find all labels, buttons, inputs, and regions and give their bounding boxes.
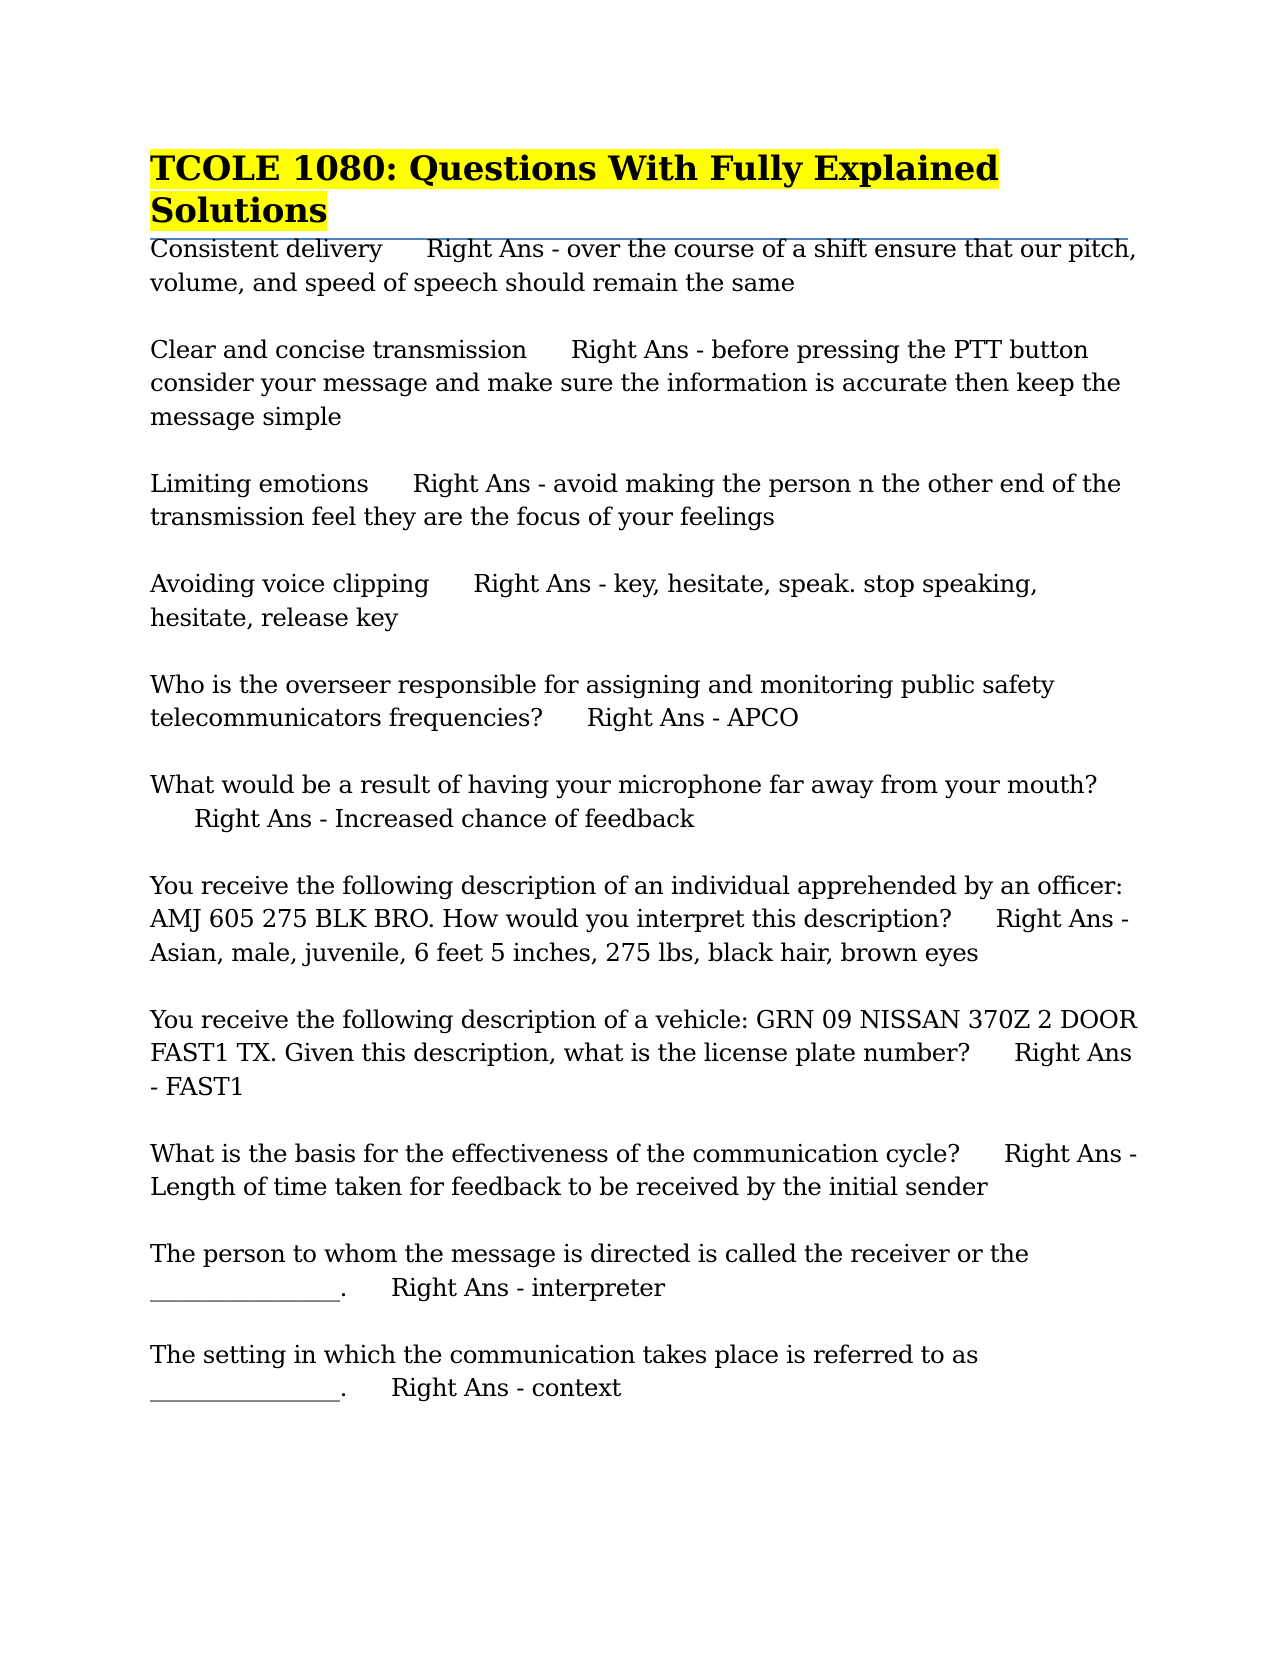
question-text: The person to whom the message is directed is called the receiver or the ________________. (150, 1239, 1029, 1302)
qa-item (150, 567, 1140, 634)
answer-text: Right Ans - Increased chance of feedback (194, 803, 694, 833)
qa-item (150, 467, 1140, 534)
qa-item (150, 1003, 1140, 1104)
answer-text: Right Ans - APCO (586, 703, 799, 732)
document-title (150, 148, 1128, 232)
question-text: Who is the overseer responsible for assigning and monitoring public safety telecommunicators frequencies? (150, 669, 1055, 732)
answer-text: Right Ans - Asian, male, juvenile, 6 feet 5 inches, 275 lbs, black hair, brown eyes (150, 904, 1129, 967)
qa-item (150, 333, 1140, 434)
title-highlight: TCOLE 1080: Questions With Fully Explained Solutions (150, 149, 999, 231)
question-text: You receive the following description of a vehicle: GRN 09 NISSAN 370Z 2 DOOR FAST1 TX. Given this description, what is the license plate number? (150, 1004, 1137, 1067)
qa-item (150, 232, 1140, 299)
question-text: Avoiding voice clipping (150, 569, 430, 598)
question-text: What would be a result of having your microphone far away from your mouth? (150, 770, 1098, 799)
qa-item (150, 869, 1140, 970)
answer-text: Right Ans - key, hesitate, speak. stop speaking, hesitate, release key (150, 569, 1038, 632)
answer-text: Right Ans - avoid making the person n the other end of the transmission feel they are the focus of your feelings (150, 468, 1121, 531)
question-text: Clear and concise transmission (150, 334, 527, 364)
answer-text: Right Ans - context (391, 1373, 621, 1402)
answer-text: Right Ans - before pressing the PTT button consider your message and make sure the information is accurate then keep the message simple (150, 334, 1121, 431)
answer-text: Right Ans - Length of time taken for feedback to be received by the initial sender (150, 1138, 1137, 1201)
qa-list (150, 232, 1140, 1438)
answer-text: Right Ans - FAST1 (150, 1038, 1132, 1101)
title-block (150, 148, 1128, 240)
question-text: What is the basis for the effectiveness of the communication cycle? (150, 1138, 960, 1168)
answer-text: Right Ans - interpreter (391, 1272, 665, 1302)
question-text: Limiting emotions (150, 468, 369, 498)
question-text: Consistent delivery (150, 234, 383, 263)
answer-text: Right Ans - over the course of a shift ensure that our pitch, volume, and speed of speech should remain the same (150, 234, 1137, 297)
question-text: The setting in which the communication takes place is referred to as ________________. (150, 1339, 979, 1402)
qa-item (150, 1137, 1140, 1204)
qa-item (150, 1338, 1140, 1405)
qa-item (150, 668, 1140, 735)
question-text: You receive the following description of an individual apprehended by an officer: AMJ 605 275 BLK BRO. How would you interpret this description? (150, 870, 1123, 933)
qa-item (150, 768, 1140, 835)
qa-item (150, 1237, 1140, 1304)
